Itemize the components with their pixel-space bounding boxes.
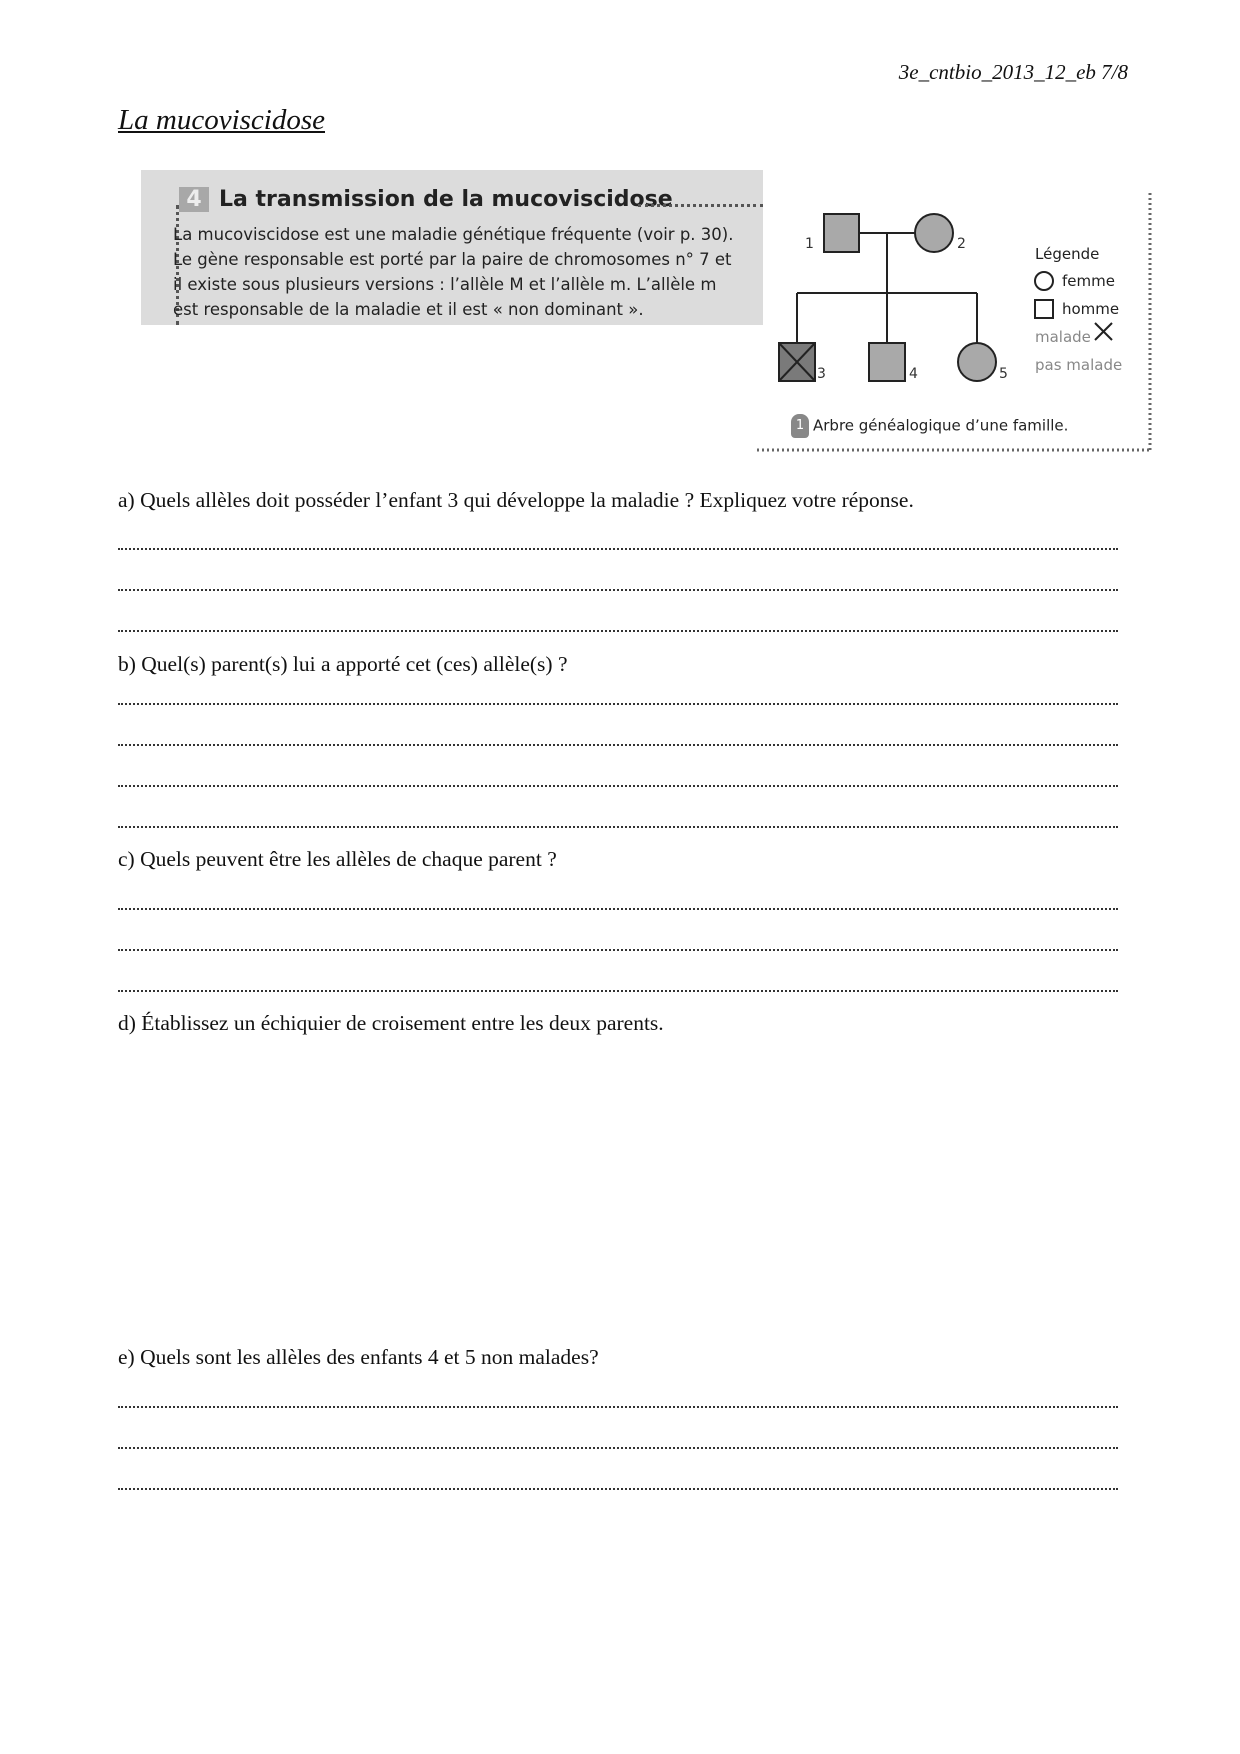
label-individual-2: 2 [957,236,966,252]
question-a: a) Quels allèles doit posséder l’enfant 3 qui développe la maladie ? Expliquez votre réponse. [118,488,914,512]
answer-line[interactable] [118,1447,1118,1449]
legend-circle-icon [1035,272,1053,290]
page-reference: 3e_cntbio_2013_12_eb 7/8 [898,60,1128,84]
legend-title: Légende [1035,245,1100,263]
legend-female: femme [1062,272,1115,290]
legend-affected: malade [1035,328,1091,346]
individual-2-female [915,214,953,252]
answer-line[interactable] [118,826,1118,828]
extract-text [173,222,763,322]
answer-line[interactable] [118,990,1118,992]
extract-line: La mucoviscidose est une maladie génétique fréquente (voir p. 30). [173,225,734,244]
individual-5-female [958,343,996,381]
answer-line[interactable] [118,630,1118,632]
document-extract [141,170,763,325]
pedigree-caption [791,414,1068,438]
answer-line[interactable] [118,548,1118,550]
extract-line: il existe sous plusieurs versions : l’allèle M et l’allèle m. L’allèle m [173,275,717,294]
caption-number-icon: 1 [791,414,809,438]
answer-line[interactable] [118,589,1118,591]
individual-1-male [824,214,859,252]
dotted-rule [638,204,763,207]
page-title: La mucoviscidose [118,104,325,136]
label-individual-5: 5 [999,366,1008,382]
question-d: d) Établissez un échiquier de croisement entre les deux parents. [118,1011,664,1035]
extract-heading-text: La transmission de la mucoviscidose [219,187,673,212]
answer-line[interactable] [118,949,1118,951]
answer-line[interactable] [118,1406,1118,1408]
extract-line: est responsable de la maladie et il est « non dominant ». [173,300,644,319]
pedigree-figure [757,188,1157,458]
extract-line: Le gène responsable est porté par la paire de chromosomes n° 7 et [173,250,732,269]
question-c: c) Quels peuvent être les allèles de chaque parent ? [118,847,557,871]
label-individual-4: 4 [909,366,918,382]
legend-not-affected: pas malade [1035,356,1123,374]
extract-number: 4 [179,187,209,212]
label-individual-3: 3 [817,366,826,382]
label-individual-1: 1 [805,236,814,252]
answer-line[interactable] [118,908,1118,910]
answer-line[interactable] [118,703,1118,705]
legend-square-icon [1035,300,1053,318]
question-e: e) Quels sont les allèles des enfants 4 et 5 non malades? [118,1345,599,1369]
legend-male: homme [1062,300,1120,318]
caption-text: Arbre généalogique d’une famille. [813,416,1069,435]
question-b: b) Quel(s) parent(s) lui a apporté cet (ces) allèle(s) ? [118,652,568,676]
answer-line[interactable] [118,1488,1118,1490]
individual-4-male [869,343,905,381]
extract-heading [179,187,673,212]
answer-line[interactable] [118,744,1118,746]
answer-line[interactable] [118,785,1118,787]
